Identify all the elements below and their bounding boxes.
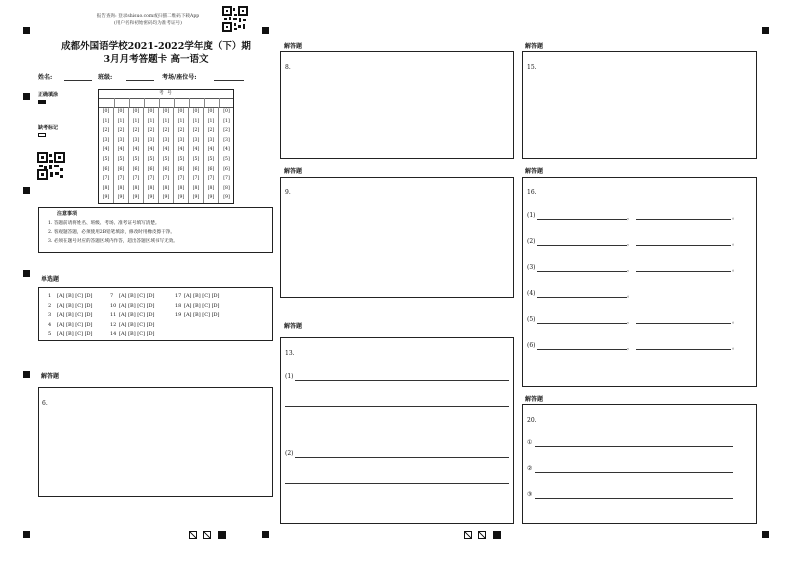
page-code-mark [203,531,211,539]
section-label: 解答题 [284,323,303,330]
qr-code-icon [222,6,248,32]
exam-digit-bubble[interactable]: [9] [192,195,200,201]
exam-number-column [189,107,204,203]
exam-digit-bubble[interactable]: [2] [207,128,215,134]
exam-digit-bubble[interactable]: [1] [177,118,185,124]
question-number: 6. [42,400,48,407]
header-line1: 报告查询: 登录shisuo.com或扫描二维码下载App [96,14,200,19]
answer-line[interactable] [537,297,627,298]
exam-digit-bubble[interactable]: [5] [223,156,230,162]
exam-digit-bubble[interactable]: [3] [147,137,155,143]
period-mark: 。 [732,318,739,325]
name-label: 姓名: [38,74,53,81]
exam-digit-bubble[interactable]: [1] [207,118,215,124]
exam-digit-bubble[interactable]: [6] [117,166,125,172]
choice-question-row[interactable] [48,331,93,337]
corner-mark-tl [23,27,30,34]
comma-mark: ， [627,318,634,325]
answer-line[interactable] [636,245,731,246]
choice-options[interactable]: [A] [B] [C] [D] [184,302,220,309]
exam-digit-bubble[interactable]: [3] [102,137,110,143]
exam-digit-bubble[interactable]: [0] [192,109,200,114]
header-line2: (用户名和初始密码均为准考证号) [114,21,182,26]
choice-options[interactable]: [A] [B] [C] [D] [184,293,220,299]
choice-options[interactable]: [A] [B] [C] [D] [57,321,93,328]
grid-divider [129,98,130,107]
sub-question: (1) [527,212,536,219]
timing-mark [23,187,30,194]
answer-line[interactable] [535,446,733,447]
exam-digit-bubble[interactable]: [7] [177,176,185,182]
exam-digit-bubble[interactable]: [9] [102,195,110,201]
choice-options[interactable]: [A] [B] [C] [D] [119,302,155,309]
answer-line[interactable] [535,472,733,473]
exam-digit-bubble[interactable]: [7] [117,176,125,182]
comma-mark: ， [627,266,634,273]
notice-title: 注意事项 [57,211,78,217]
exam-digit-bubble[interactable]: [9] [207,195,215,201]
corner-mark-tr [762,27,769,34]
section-label: 解答题 [525,396,544,403]
choice-question-number: 5 [48,331,52,337]
period-mark: 。 [732,240,739,247]
exam-number-column [99,107,114,203]
period-mark: 。 [732,266,739,273]
sub-question: (6) [527,342,536,349]
choice-question-row[interactable] [110,331,155,337]
grid-divider [219,98,220,107]
exam-digit-bubble[interactable]: [5] [192,156,200,162]
choice-question-row[interactable] [48,312,93,318]
exam-digit-bubble[interactable]: [8] [207,185,215,191]
answer-box-q6[interactable] [38,387,273,497]
fill-sample-mark [38,100,46,104]
answer-box-q13[interactable] [280,337,514,524]
choice-question-row[interactable] [48,322,93,328]
exam-digit-bubble[interactable]: [9] [223,195,230,201]
exam-digit-bubble[interactable]: [1] [132,118,140,124]
choice-question-row[interactable] [175,293,220,299]
exam-digit-bubble[interactable]: [9] [147,195,155,201]
notice-item: 2. 客观题答题，必须使用2B铅笔填涂，修改时用橡皮擦干净。 [48,230,175,235]
exam-digit-bubble[interactable]: [6] [132,166,140,172]
choice-options[interactable]: [A] [B] [C] [D] [57,302,93,309]
exam-digit-bubble[interactable]: [4] [102,147,110,153]
sub-question: (3) [527,264,536,271]
corner-mark-tm [262,27,269,34]
exam-digit-bubble[interactable]: [5] [147,156,155,162]
exam-digit-bubble[interactable]: [2] [192,128,200,134]
comma-mark: ， [627,344,634,351]
choice-question-row[interactable] [110,293,155,299]
exam-digit-bubble[interactable]: [7] [162,176,170,182]
answer-line[interactable] [295,380,509,381]
timing-mark [23,270,30,277]
exam-digit-bubble[interactable]: [6] [192,166,200,172]
choice-question-number: 2 [48,302,52,309]
exam-number-column [174,107,189,203]
grid-divider [114,98,115,107]
choice-section-label: 单选题 [41,276,60,283]
answer-line[interactable] [537,323,627,324]
answer-box-q15[interactable] [522,51,757,159]
exam-digit-bubble[interactable]: [9] [162,195,170,201]
choice-question-number: 18 [175,302,182,309]
exam-number-column [144,107,159,203]
exam-digit-bubble[interactable]: [3] [177,137,185,143]
exam-digit-bubble[interactable]: [4] [117,147,125,153]
sub-question: ① [527,439,533,446]
choice-box [38,287,273,341]
exam-digit-bubble[interactable]: [7] [223,176,230,182]
page-code-mark [478,531,486,539]
choice-options[interactable]: [A] [B] [C] [D] [119,321,155,328]
page-code-mark [218,531,226,539]
exam-digit-bubble[interactable]: [0] [162,109,170,114]
exam-digit-bubble[interactable]: [8] [117,185,125,191]
answer-box-q20[interactable] [522,404,757,524]
choice-question-number: 12 [110,321,117,328]
page-code-mark [464,531,472,539]
exam-digit-bubble[interactable]: [4] [132,147,140,153]
exam-digit-bubble[interactable]: [9] [132,195,140,201]
exam-digit-bubble[interactable]: [5] [177,156,185,162]
answer-line[interactable] [636,349,731,350]
exam-digit-bubble[interactable]: [1] [223,118,230,124]
question-number: 16. [527,189,537,196]
answer-box-q16[interactable] [522,177,757,387]
choice-question-row[interactable] [48,293,93,299]
exam-digit-bubble[interactable]: [7] [192,176,200,182]
exam-digit-bubble[interactable]: [7] [132,176,140,182]
question-number: 20. [527,417,537,424]
choice-question-number: 14 [110,331,117,337]
answer-box-q8[interactable] [280,51,514,159]
exam-number-column [129,107,144,203]
exam-digit-bubble[interactable]: [2] [117,128,125,134]
choice-question-number: 1 [48,293,52,299]
choice-options[interactable]: [A] [B] [C] [D] [57,293,93,299]
exam-digit-bubble[interactable]: [4] [162,147,170,153]
sub-question: (4) [527,290,536,297]
exam-digit-bubble[interactable]: [2] [102,128,110,134]
class-label: 班级: [98,74,113,81]
grid-divider [189,98,190,107]
period-mark: 。 [732,214,739,221]
qr-code-icon [37,152,65,180]
section-label: 解答题 [525,43,544,50]
exam-digit-bubble[interactable]: [1] [192,118,200,124]
exam-number-column [114,107,129,203]
exam-digit-bubble[interactable]: [0] [207,109,215,114]
notice-box [38,207,273,253]
choice-question-row[interactable] [175,303,220,309]
exam-digit-bubble[interactable]: [5] [117,156,125,162]
section-label: 解答题 [284,168,303,175]
exam-digit-bubble[interactable]: [4] [223,147,230,153]
sub-question: ③ [527,491,533,498]
exam-digit-bubble[interactable]: [6] [147,166,155,172]
corner-mark-bl [23,531,30,538]
exam-digit-bubble[interactable]: [0] [147,109,155,114]
choice-question-number: 11 [110,312,117,318]
answer-line[interactable] [535,498,733,499]
period-mark: 。 [627,292,634,299]
exam-digit-bubble[interactable]: [7] [102,176,110,182]
exam-digit-bubble[interactable]: [6] [177,166,185,172]
exam-digit-bubble[interactable]: [0] [102,109,110,114]
exam-digit-bubble[interactable]: [8] [192,185,200,191]
answer-line[interactable] [537,219,627,220]
exam-number-column [219,107,234,203]
answer-line[interactable] [537,349,627,350]
exam-digit-bubble[interactable]: [6] [102,166,110,172]
comma-mark: ， [627,240,634,247]
choice-options[interactable]: [A] [B] [C] [D] [57,331,93,337]
exam-digit-bubble[interactable]: [3] [223,137,230,143]
exam-digit-bubble[interactable]: [5] [102,156,110,162]
name-field[interactable] [64,80,92,81]
corner-mark-br [762,531,769,538]
exam-digit-bubble[interactable]: [3] [117,137,125,143]
exam-digit-bubble[interactable]: [5] [132,156,140,162]
sub-question: ② [527,465,533,472]
exam-digit-bubble[interactable]: [7] [147,176,155,182]
choice-question-row[interactable] [110,322,155,328]
choice-question-row[interactable] [48,303,93,309]
choice-question-number: 7 [110,293,114,299]
answer-box-q9[interactable] [280,177,514,298]
choice-question-row[interactable] [175,312,220,318]
exam-digit-bubble[interactable]: [5] [162,156,170,162]
exam-digit-bubble[interactable]: [8] [177,185,185,191]
exam-digit-bubble[interactable]: [4] [147,147,155,153]
exam-digit-bubble[interactable]: [8] [147,185,155,191]
exam-digit-bubble[interactable]: [2] [132,128,140,134]
question-number: 15. [527,64,537,71]
answer-line[interactable] [636,271,731,272]
exam-digit-bubble[interactable]: [1] [102,118,110,124]
grid-divider [174,98,175,107]
sub-question: (2) [527,238,536,245]
question-number: 8. [285,64,291,71]
absent-label: 缺考标记 [38,125,59,131]
exam-digit-bubble[interactable]: [2] [223,128,230,134]
exam-number-column [204,107,219,203]
answer-line[interactable] [636,219,731,220]
period-mark: 。 [732,344,739,351]
choice-question-number: 19 [175,312,182,318]
notice-item: 1. 答题前请将姓名、班级、考场、准考证号填写清楚。 [48,221,160,226]
exam-digit-bubble[interactable]: [7] [207,176,215,182]
exam-digit-bubble[interactable]: [1] [162,118,170,124]
question-number: 13. [285,350,295,357]
exam-digit-bubble[interactable]: [9] [117,195,125,201]
answer-line[interactable] [285,483,509,484]
grid-divider [144,98,145,107]
exam-digit-bubble[interactable]: [8] [223,185,230,191]
choice-options[interactable]: [A] [B] [C] [D] [119,312,155,318]
sub-question: (2) [285,450,294,457]
choice-options[interactable]: [A] [B] [C] [D] [57,312,93,318]
exam-digit-bubble[interactable]: [2] [162,128,170,134]
choice-question-number: 3 [48,312,52,318]
exam-digit-bubble[interactable]: [8] [162,185,170,191]
choice-options[interactable]: [A] [B] [C] [D] [184,312,220,318]
fill-sample-label: 正确填涂 [38,92,59,98]
exam-digit-bubble[interactable]: [0] [177,109,185,114]
exam-digit-bubble[interactable]: [0] [117,109,125,114]
absent-mark-box[interactable] [38,133,46,137]
exam-number-column [159,107,174,203]
exam-number-grid [98,89,234,204]
section-label: 解答题 [41,373,60,380]
answer-line[interactable] [537,245,627,246]
page-code-mark [189,531,197,539]
question-number: 9. [285,189,291,196]
exam-digit-bubble[interactable]: [6] [223,166,230,172]
exam-digit-bubble[interactable]: [2] [147,128,155,134]
exam-digit-bubble[interactable]: [3] [132,137,140,143]
grid-divider [159,98,160,107]
sub-question: (1) [285,373,294,380]
answer-line[interactable] [295,457,509,458]
exam-digit-bubble[interactable]: [1] [117,118,125,124]
answer-line[interactable] [537,271,627,272]
choice-question-row[interactable] [110,312,155,318]
exam-digit-bubble[interactable]: [4] [192,147,200,153]
exam-digit-bubble[interactable]: [3] [162,137,170,143]
exam-digit-bubble[interactable]: [3] [192,137,200,143]
exam-digit-bubble[interactable]: [0] [132,109,140,114]
exam-digit-bubble[interactable]: [9] [177,195,185,201]
choice-options[interactable]: [A] [B] [C] [D] [119,293,155,299]
page-title-line1: 成都外国语学校2021-2022学年度（下）期 [61,41,251,52]
comma-mark: ， [627,214,634,221]
notice-item: 3. 必须在题号对应的答题区域内作答，超出答题区域书写无效。 [48,239,178,244]
exam-digit-bubble[interactable]: [4] [177,147,185,153]
exam-digit-bubble[interactable]: [6] [207,166,215,172]
exam-digit-bubble[interactable]: [5] [207,156,215,162]
choice-question-number: 10 [110,302,117,309]
seat-field[interactable] [214,80,244,81]
exam-number-bubbles [99,107,233,203]
class-field[interactable] [126,80,154,81]
exam-number-header: 考 号 [99,90,233,99]
exam-digit-bubble[interactable]: [2] [177,128,185,134]
exam-digit-bubble[interactable]: [6] [162,166,170,172]
choice-options[interactable]: [A] [B] [C] [D] [119,331,155,337]
exam-digit-bubble[interactable]: [1] [147,118,155,124]
exam-digit-bubble[interactable]: [0] [223,109,230,114]
seat-label: 考场/座位号: [162,74,197,81]
exam-digit-bubble[interactable]: [4] [207,147,215,153]
timing-mark [23,371,30,378]
choice-question-number: 4 [48,321,52,328]
grid-divider [204,98,205,107]
section-label: 解答题 [525,168,544,175]
timing-mark [23,93,30,100]
exam-digit-bubble[interactable]: [8] [132,185,140,191]
sub-question: (5) [527,316,536,323]
section-label: 解答题 [284,43,303,50]
exam-digit-bubble[interactable]: [3] [207,137,215,143]
exam-digit-bubble[interactable]: [8] [102,185,110,191]
answer-line[interactable] [636,323,731,324]
page-code-mark [493,531,501,539]
answer-line[interactable] [285,406,509,407]
corner-mark-bm [262,531,269,538]
choice-question-row[interactable] [110,303,155,309]
page-title-line2: 3月月考答题卡 高一语文 [103,54,209,65]
choice-question-number: 17 [175,293,182,299]
